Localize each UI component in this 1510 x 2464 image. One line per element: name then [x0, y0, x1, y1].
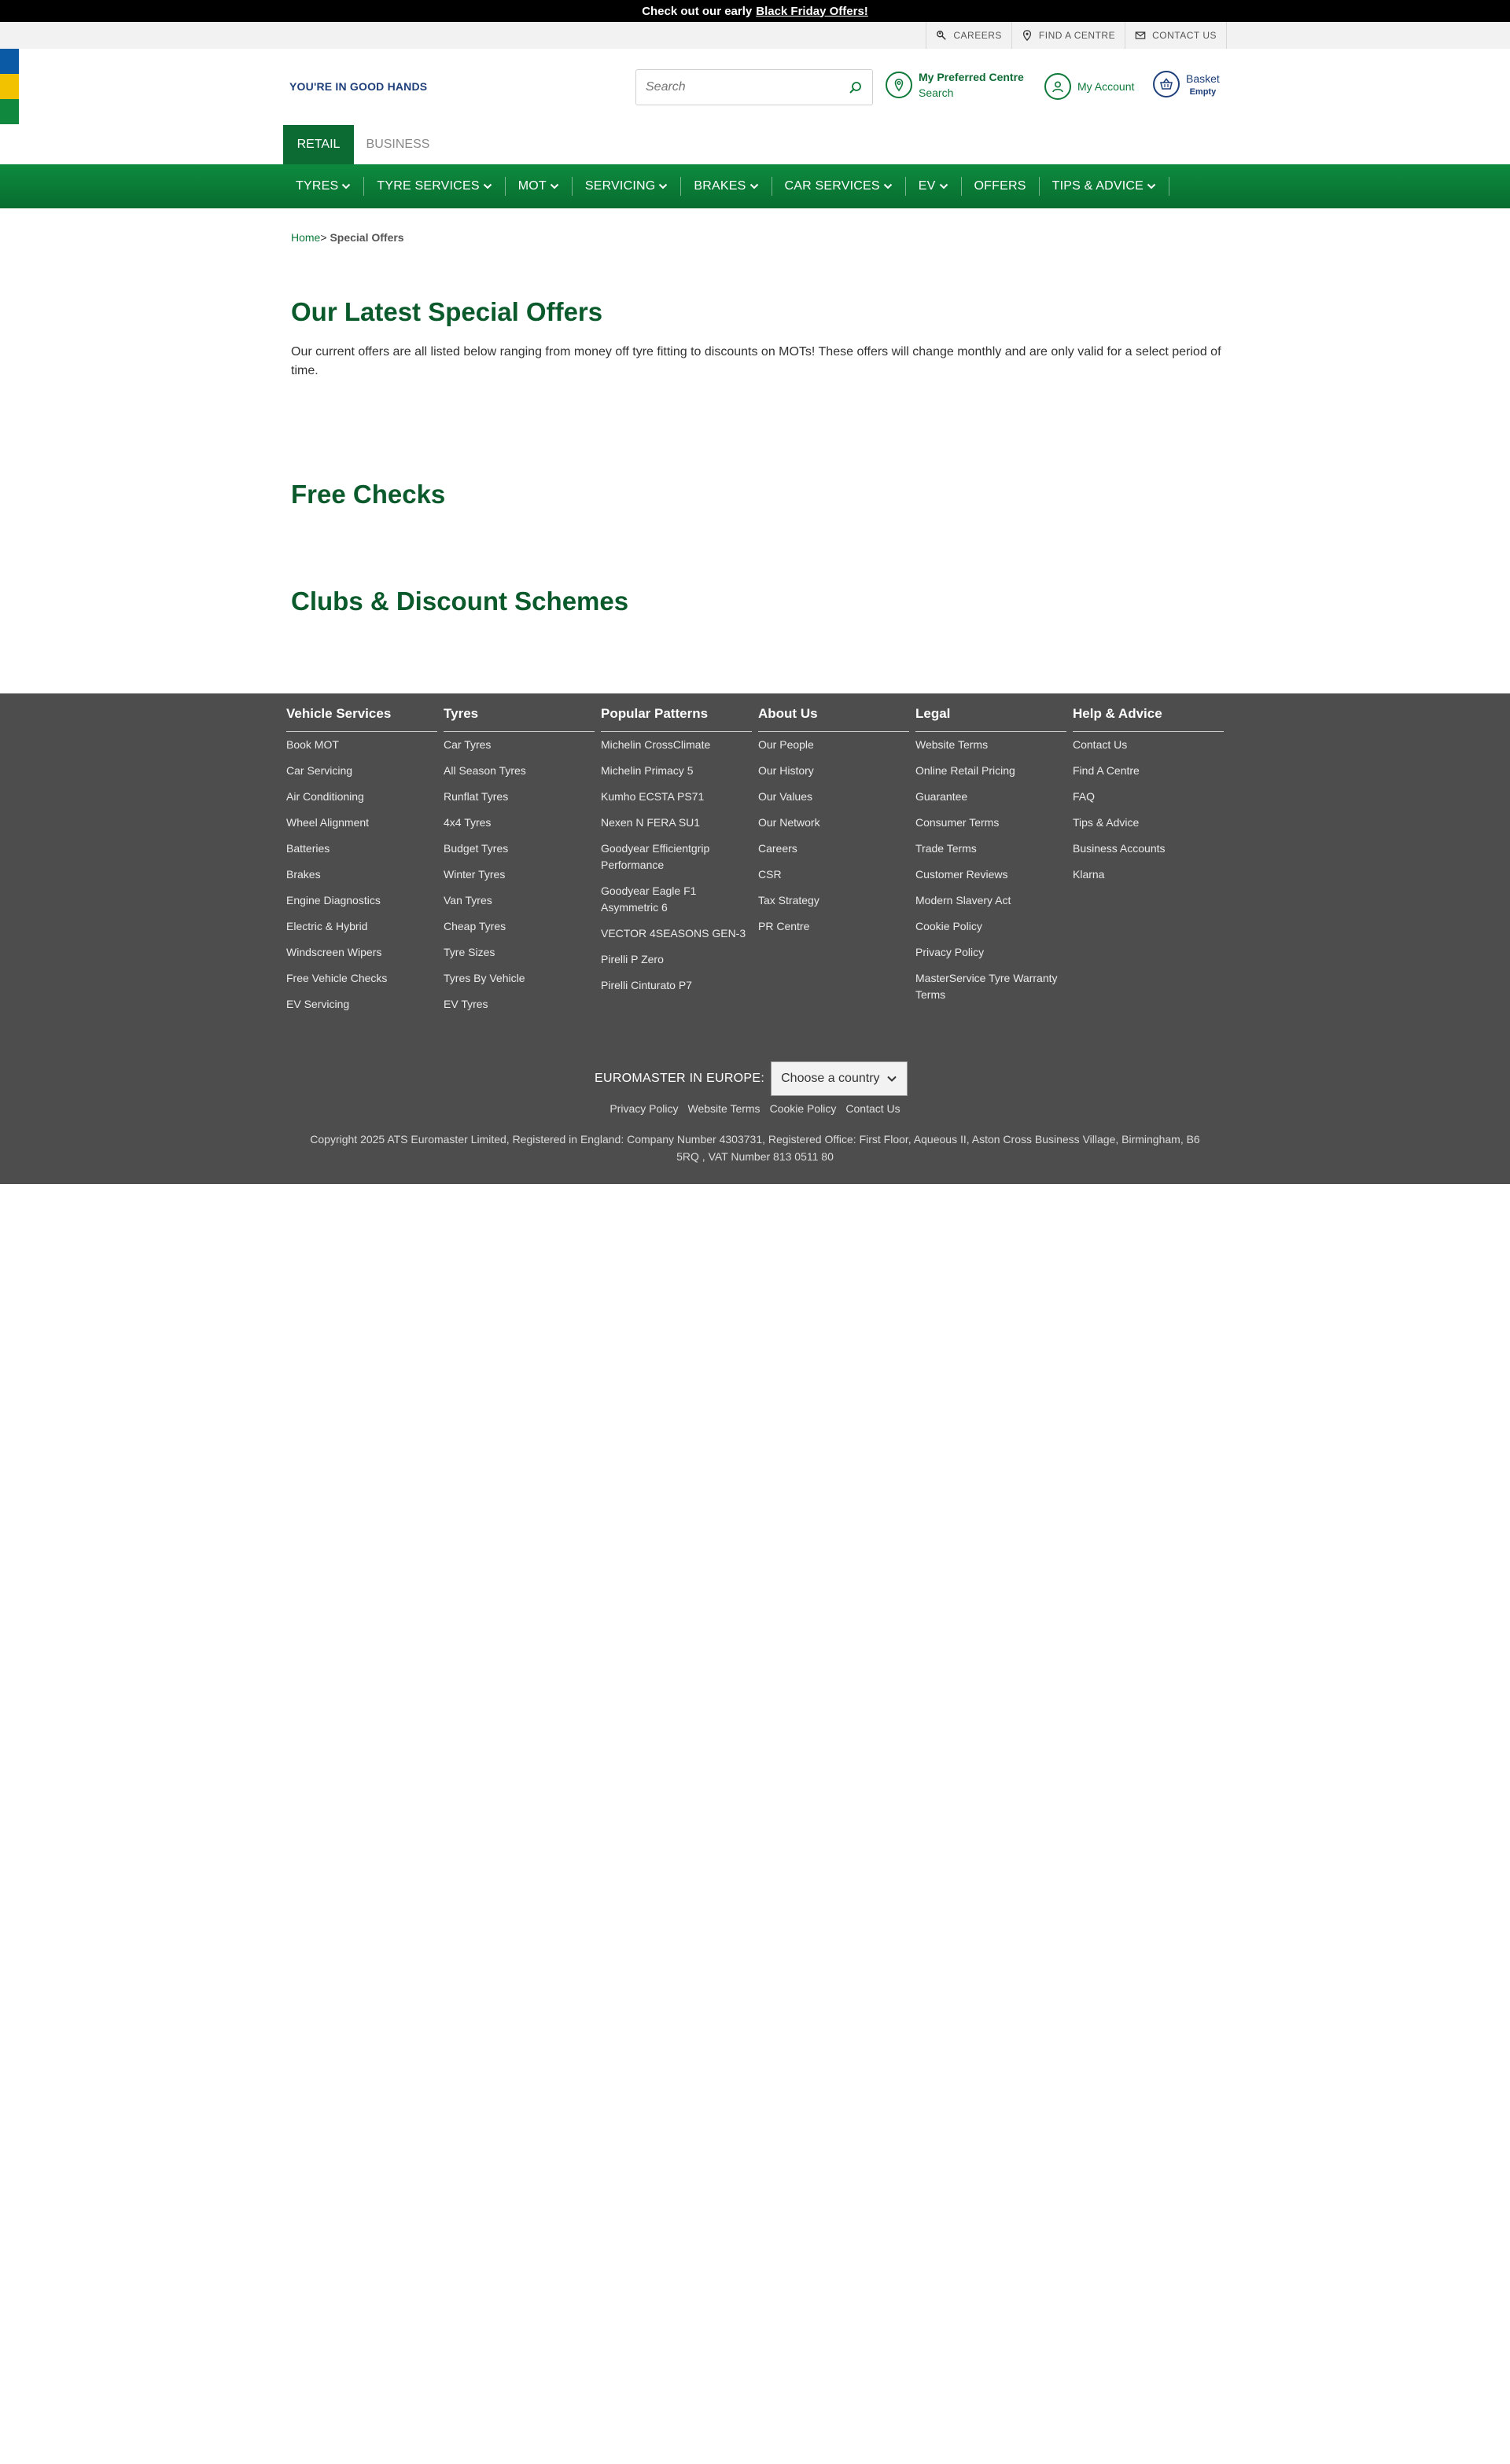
footer-link[interactable]: Windscreen Wipers — [286, 946, 382, 958]
footer-column-title: Legal — [915, 706, 1066, 732]
nav-item-mot[interactable] — [506, 177, 573, 196]
euromaster-europe — [595, 1061, 908, 1096]
footer-link[interactable]: 4x4 Tyres — [444, 816, 492, 829]
find-centre-label: FIND A CENTRE — [1038, 30, 1116, 41]
footer-link[interactable]: Find A Centre — [1073, 764, 1140, 777]
nav-item-label: BRAKES — [694, 179, 746, 193]
basket-status: Empty — [1189, 86, 1217, 97]
footer-link[interactable]: Goodyear Efficientgrip Performance — [601, 842, 710, 871]
footer-link[interactable]: Free Vehicle Checks — [286, 972, 388, 984]
nav-item-brakes[interactable] — [681, 177, 772, 196]
careers-link[interactable] — [926, 22, 1011, 49]
chevron-down-icon — [883, 182, 893, 191]
centre-pin-icon — [886, 72, 912, 98]
breadcrumb — [291, 231, 404, 244]
footer-column — [758, 706, 915, 1022]
tab-business[interactable]: BUSINESS — [366, 138, 430, 151]
footer-link[interactable]: Customer Reviews — [915, 868, 1008, 881]
footer-link[interactable]: Our Values — [758, 790, 812, 803]
main-nav — [0, 164, 1510, 208]
nav-item-label: TYRE SERVICES — [377, 179, 480, 193]
mail-icon — [1135, 30, 1146, 41]
nav-item-label: TYRES — [296, 179, 339, 193]
chevron-down-icon — [749, 182, 759, 191]
user-icon — [1044, 73, 1071, 100]
nav-item-tyres[interactable] — [283, 177, 364, 196]
footer-link[interactable]: Car Tyres — [444, 738, 492, 751]
my-account[interactable] — [1044, 73, 1134, 100]
careers-label: CAREERS — [953, 30, 1002, 41]
contact-us-label: CONTACT US — [1152, 30, 1217, 41]
free-checks-heading: Free Checks — [291, 480, 446, 509]
footer-column-title: About Us — [758, 706, 909, 732]
footer-link[interactable]: Trade Terms — [915, 842, 977, 855]
footer-link[interactable]: Cookie Policy — [915, 920, 982, 932]
footer-link[interactable]: Consumer Terms — [915, 816, 1000, 829]
footer-link[interactable]: Wheel Alignment — [286, 816, 370, 829]
nav-item-label: CAR SERVICES — [784, 179, 880, 193]
footer-link-list — [601, 737, 758, 994]
copyright: Copyright 2025 ATS Euromaster Limited, Registered in England: Company Number 4303731, Registered Office: First Floor, Aqueous II, Aston Cross Business Village, Birmingham, B6 5RQ , VAT Number 813 0511 80 — [310, 1133, 1200, 1163]
location-pin-icon — [1022, 30, 1033, 41]
nav-item-label: SERVICING — [584, 179, 656, 193]
footer-cookie-link[interactable]: Cookie Policy — [769, 1102, 837, 1115]
page-title: Our Latest Special Offers — [291, 297, 603, 326]
footer-link[interactable]: Online Retail Pricing — [915, 764, 1015, 777]
footer-link[interactable]: Van Tyres — [444, 894, 492, 907]
footer-link[interactable]: MasterService Tyre Warranty Terms — [915, 972, 1058, 1001]
footer-link[interactable]: Klarna — [1073, 868, 1105, 881]
nav-item-ev[interactable] — [906, 177, 962, 196]
footer-link[interactable]: Careers — [758, 842, 797, 855]
footer-website-terms-link[interactable]: Website Terms — [687, 1102, 761, 1115]
footer-link[interactable]: Privacy Policy — [915, 946, 985, 958]
basket[interactable] — [1153, 71, 1220, 97]
centre-search-link[interactable]: Search — [919, 86, 954, 99]
search-box[interactable] — [635, 69, 873, 105]
footer-column — [1073, 706, 1230, 1022]
footer-privacy-link[interactable]: Privacy Policy — [610, 1102, 679, 1115]
footer-link[interactable]: Book MOT — [286, 738, 339, 751]
centre-title: My Preferred Centre — [919, 71, 1024, 83]
footer-link[interactable]: FAQ — [1073, 790, 1096, 803]
footer-link[interactable]: Our History — [758, 764, 814, 777]
footer-column — [601, 706, 758, 1022]
nav-item-offers[interactable] — [962, 177, 1040, 196]
footer-column-title: Vehicle Services — [286, 706, 437, 732]
nav-item-tips-advice[interactable] — [1040, 177, 1169, 196]
contact-us-link[interactable] — [1125, 22, 1227, 49]
breadcrumb-separator: > — [320, 231, 327, 244]
nav-item-servicing[interactable] — [573, 177, 682, 196]
nav-item-label: OFFERS — [974, 179, 1026, 193]
footer-link[interactable]: Tyres By Vehicle — [444, 972, 525, 984]
careers-icon — [936, 30, 947, 41]
footer-column-title: Tyres — [444, 706, 595, 732]
footer-link[interactable]: Website Terms — [915, 738, 989, 751]
footer-link[interactable]: Air Conditioning — [286, 790, 364, 803]
footer-link[interactable]: All Season Tyres — [444, 764, 526, 777]
basket-label: Basket — [1186, 72, 1220, 85]
tab-retail[interactable]: RETAIL — [283, 125, 354, 164]
footer-link[interactable]: Runflat Tyres — [444, 790, 509, 803]
footer-link[interactable]: Electric & Hybrid — [286, 920, 368, 932]
footer-link[interactable]: Kumho ECSTA PS71 — [601, 790, 705, 803]
footer-link[interactable]: Car Servicing — [286, 764, 353, 777]
footer-link[interactable]: Tax Strategy — [758, 894, 819, 907]
footer-column-title: Popular Patterns — [601, 706, 752, 732]
basket-icon — [1153, 71, 1180, 97]
footer-contact-link[interactable]: Contact Us — [845, 1102, 900, 1115]
footer — [0, 693, 1510, 1184]
tagline: YOU'RE IN GOOD HANDS — [289, 80, 428, 93]
footer-columns — [286, 706, 1230, 1022]
footer-link[interactable]: Cheap Tyres — [444, 920, 506, 932]
clubs-heading: Clubs & Discount Schemes — [291, 587, 629, 616]
footer-link[interactable]: Brakes — [286, 868, 321, 881]
country-select-value: Choose a country — [781, 1072, 880, 1085]
europe-label: EUROMASTER IN EUROPE: — [595, 1072, 765, 1085]
footer-link-list — [286, 737, 444, 1013]
footer-link[interactable]: Contact Us — [1073, 738, 1128, 751]
promo-bar — [0, 0, 1510, 22]
footer-link[interactable]: Michelin CrossClimate — [601, 738, 711, 751]
chevron-down-icon — [886, 1073, 897, 1084]
footer-link[interactable]: Batteries — [286, 842, 330, 855]
footer-link[interactable]: CSR — [758, 868, 782, 881]
footer-link[interactable]: EV Tyres — [444, 998, 488, 1010]
footer-link-list — [758, 737, 915, 935]
my-account-label: My Account — [1077, 80, 1135, 93]
nav-item-label: TIPS & ADVICE — [1051, 179, 1144, 193]
footer-column — [444, 706, 601, 1022]
footer-link[interactable]: PR Centre — [758, 920, 810, 932]
footer-column — [286, 706, 444, 1022]
footer-link[interactable]: Our Network — [758, 816, 820, 829]
search-input[interactable] — [646, 80, 849, 94]
breadcrumb-home[interactable]: Home — [291, 231, 321, 244]
footer-link[interactable]: Tyre Sizes — [444, 946, 495, 958]
footer-link[interactable]: Business Accounts — [1073, 842, 1166, 855]
footer-link[interactable]: Guarantee — [915, 790, 968, 803]
black-friday-link[interactable]: Black Friday Offers! — [756, 4, 868, 18]
footer-column — [915, 706, 1073, 1022]
footer-link[interactable]: Winter Tyres — [444, 868, 506, 881]
footer-link[interactable]: Goodyear Eagle F1 Asymmetric 6 — [601, 884, 697, 914]
utility-bar — [0, 22, 1510, 49]
footer-link[interactable]: Engine Diagnostics — [286, 894, 381, 907]
footer-link[interactable]: EV Servicing — [286, 998, 350, 1010]
nav-item-tyre-services[interactable] — [364, 177, 505, 196]
nav-item-car-services[interactable] — [772, 177, 906, 196]
search-icon[interactable] — [849, 80, 863, 94]
nav-item-label: EV — [918, 179, 936, 193]
footer-link[interactable]: Pirelli P Zero — [601, 953, 664, 965]
footer-link[interactable]: Michelin Primacy 5 — [601, 764, 694, 777]
breadcrumb-current: Special Offers — [330, 231, 404, 244]
euromaster-logo[interactable] — [0, 49, 19, 124]
footer-link-list — [1073, 737, 1230, 883]
footer-link[interactable]: Pirelli Cinturato P7 — [601, 979, 692, 991]
intro-text: Our current offers are all listed below ranging from money off tyre fitting to discounts on MOTs! These offers will change monthly and are only valid for a select period of time. — [291, 345, 1221, 377]
chevron-down-icon — [939, 182, 948, 191]
preferred-centre[interactable] — [886, 71, 1024, 99]
country-select[interactable] — [771, 1061, 907, 1096]
chevron-down-icon — [550, 182, 559, 191]
chevron-down-icon — [658, 182, 668, 191]
nav-item-label: MOT — [517, 179, 547, 193]
footer-link[interactable]: Tips & Advice — [1073, 816, 1140, 829]
chevron-down-icon — [483, 182, 492, 191]
footer-bottom-links — [0, 1102, 1510, 1115]
footer-link-list — [915, 737, 1073, 1003]
main-nav-items — [283, 164, 1169, 208]
footer-link[interactable]: Nexen N FERA SU1 — [601, 816, 701, 829]
utility-links — [926, 22, 1227, 49]
find-centre-link[interactable] — [1011, 22, 1125, 49]
chevron-down-icon — [1147, 182, 1156, 191]
footer-link[interactable]: VECTOR 4SEASONS GEN-3 — [601, 927, 746, 940]
footer-column-title: Help & Advice — [1073, 706, 1224, 732]
chevron-down-icon — [341, 182, 351, 191]
footer-link-list — [444, 737, 601, 1013]
footer-link[interactable]: Our People — [758, 738, 814, 751]
footer-link[interactable]: Modern Slavery Act — [915, 894, 1011, 907]
footer-link[interactable]: Budget Tyres — [444, 842, 509, 855]
promo-text: Check out our early — [642, 4, 753, 18]
